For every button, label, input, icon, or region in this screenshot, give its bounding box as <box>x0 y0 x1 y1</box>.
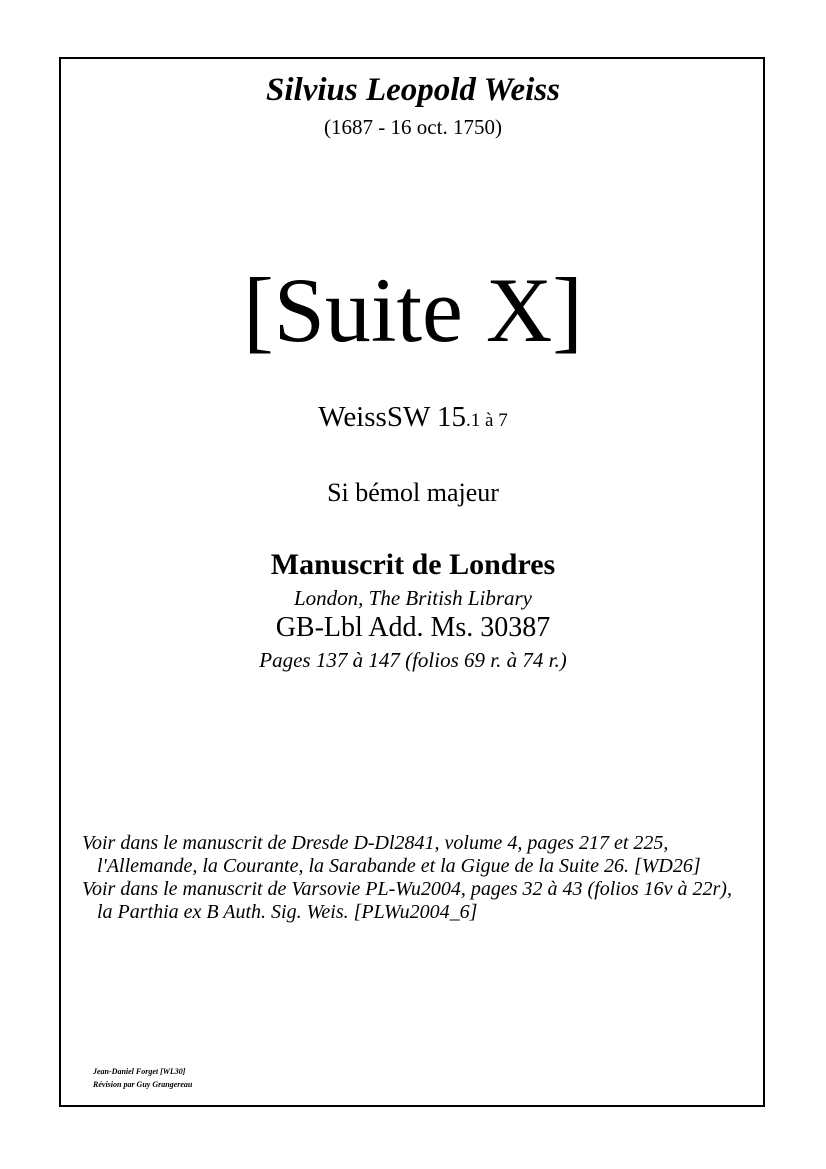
concordance-note-warsaw: Voir dans le manuscrit de Varsovie PL-Wu2004, pages 32 à 43 (folios 16v à 22r), la Parthia ex B Auth. Sig. Weis. [PLWu2004_6] <box>82 878 732 923</box>
catalog-number <box>0 401 826 434</box>
manuscript-name: Manuscrit de Londres <box>270 548 556 581</box>
work-key: Si bémol majeur <box>327 478 499 507</box>
revision-credit: Révision par Guy Grangereau <box>93 1080 193 1089</box>
shelfmark: GB-Lbl Add. Ms. 30387 <box>275 612 551 643</box>
composer-dates: (1687 - 16 oct. 1750) <box>324 115 502 139</box>
catalog-main: WeissSW 15 <box>318 401 467 433</box>
catalog-range: .1 à 7 <box>466 410 508 431</box>
composer-name: Silvius Leopold Weiss <box>266 72 560 108</box>
credits <box>93 1065 192 1091</box>
editor-credit: Jean-Daniel Forget [WL30] <box>93 1067 186 1076</box>
concordance-note-dresden: Voir dans le manuscrit de Dresde D-Dl2841, volume 4, pages 217 et 225, l'Allemande, la Courante, la Sarabande et la Gigue de la Suite 26. [WD26] <box>82 832 701 877</box>
library-name: London, The British Library <box>293 586 533 610</box>
work-title: [Suite X] <box>243 259 583 361</box>
page-border-frame <box>59 57 765 1107</box>
page-range: Pages 137 à 147 (folios 69 r. à 74 r.) <box>259 648 567 672</box>
concordance-notes <box>82 832 752 924</box>
